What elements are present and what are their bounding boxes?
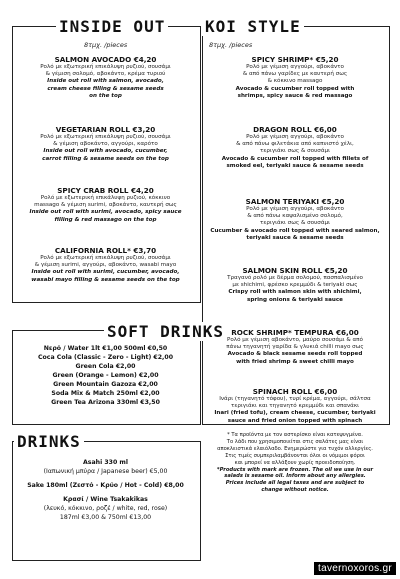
menu-item-title: SPINACH ROLL €6,00 <box>252 387 338 396</box>
inside-out-title: INSIDE OUT <box>56 17 168 36</box>
menu-item-description-en: Inside out roll with surimi, cucumber, avocado, <box>31 269 180 276</box>
note-line: salads is sesame oil. Inform about any allergies. <box>224 473 366 480</box>
notes-block <box>202 432 388 494</box>
drink-line: 187ml €3,00 & 750ml €13,00 <box>59 514 152 521</box>
menu-item-description-gr: τεριγιάκι σως & σουσάμι <box>259 220 330 227</box>
menu-item <box>204 387 386 425</box>
soft-drinks-title: SOFT DRINKS <box>104 322 227 341</box>
drink-line: Sake 180ml (Ζεστό - Κρύο / Hot - Cold) €8,00 <box>27 482 184 489</box>
menu-item-description-en: Crispy roll with salmon skin with shichimi, <box>228 289 362 296</box>
soft-drinks-list <box>14 344 197 407</box>
watermark: tavernoxoros.gr <box>314 562 396 575</box>
drink-line: (λευκό, κόκκινο, ροζέ / white, red, rose) <box>43 505 168 512</box>
menu-item-description-en: Inside out roll with surimi, avocado, spicy sauce <box>29 209 182 216</box>
menu-item <box>14 186 197 224</box>
menu-item-title: DRAGON ROLL €6,00 <box>253 125 337 134</box>
menu-item-description-en: sauce and fried onion topped with spinach <box>227 417 363 424</box>
note-line: Prices include all legal taxes and are subject to <box>225 480 365 487</box>
menu-item-description-en: smoked eel, teriyaki sauce & sesame seeds <box>226 162 364 169</box>
menu-item-description-gr: Ρολό με γέμιση αγγούρι, αβοκάντο <box>246 206 344 212</box>
menu-item-description-en: Inside out roll with salmon, avocado, <box>47 78 164 85</box>
menu-item-description-gr: & από πάνω καψαλισμένο σολομό, <box>247 213 343 220</box>
note-line: *Products with mark are frozen. The oil we use in our <box>216 466 374 473</box>
menu-item <box>204 197 386 242</box>
menu-item-title: ROCK SHRIMP* TEMPURA €6,00 <box>231 328 359 337</box>
menu-item-description-en: teriyaki sauce & sesame seeds <box>246 234 344 241</box>
menu-item <box>204 328 386 366</box>
drink-line: (Ιαπωνική μπύρα / Japanese beer) €5,00 <box>43 468 168 475</box>
menu-item-description-en: Cucumber & avocado roll topped with seared salmon, <box>210 227 380 234</box>
menu-item-description-gr: Ρολό με γέμιση αγγούρι, αβοκάντο <box>246 64 344 70</box>
menu-item-description-en: Avocado & black sesame seeds roll topped <box>227 351 363 358</box>
menu-item <box>204 55 386 100</box>
menu-item-description-gr: & από πάνω φιλετάκια από καπνιστό χέλι, <box>236 141 354 148</box>
soft-drink-line: Green Tea Arizona 330ml €3,50 <box>51 399 160 406</box>
soft-drink-line: Soda Mix & Match 250ml €2,00 <box>51 390 160 397</box>
koi-style-title: KOI STYLE <box>202 17 304 36</box>
menu-item-description-en: on the top <box>89 92 122 99</box>
menu-item-description-gr: massago & γέμιση surimi, αβοκάντο, καυτερή σως <box>34 202 177 209</box>
soft-drink-line: Green Mountain Gazoza €2,00 <box>53 381 158 388</box>
soft-drink-line: Νερό / Water 1lt €1,00 500ml €0,50 <box>43 345 168 352</box>
menu-item-description-gr: Ρολό με εξωτερική επικάλυψη ρυζιού, σουσάμι <box>40 134 171 140</box>
menu-item-description-en: Avocado & cucumber roll topped with fillets of <box>221 155 369 162</box>
menu-item-description-gr: Ινάρι (τηγανητό τόφου), τυρί κρέμα, αγγούρι, σάλτσα <box>219 396 371 402</box>
menu-item-description-gr: Ρολό με γέμιση αγγούρι, αβοκάντο <box>246 134 344 140</box>
menu-item-title: SALMON TERIYAKI €5,20 <box>245 197 345 206</box>
menu-item <box>14 55 197 100</box>
inside-out-subtitle: 8τμχ. /pieces <box>84 41 128 49</box>
menu-item-title: SPICY SHRIMP* €5,20 <box>251 55 339 64</box>
soft-drink-line: Green (Orange - Lemon) €2,00 <box>52 372 159 379</box>
menu-item-description-gr: & γέμιση αβοκάντο, αγγούρι, καρότο <box>53 141 158 148</box>
menu-item <box>204 266 386 304</box>
menu-item-description-gr: Ρολό με εξωτερική επικάλυψη ρυζιού, σουσάμι <box>40 255 171 261</box>
menu-item-description-en: Inside out roll with avocado, cucumber, <box>43 148 168 155</box>
menu-item <box>204 125 386 170</box>
menu-item <box>14 246 197 284</box>
note-line: Στις τιμές συμπεριλαμβάνονται όλοι οι νόμιμοι φόροι <box>225 452 365 459</box>
note-line: * Τα προϊόντα με τον αστερίσκο είναι κατεψυγμένα. <box>227 432 363 438</box>
soft-drink-line: Green Cola €2,00 <box>75 363 136 370</box>
menu-item-description-gr: Ρολό με εξωτερική επικάλυψη ρυζιού, κόκκινο <box>40 195 171 201</box>
menu-item-description-gr: Τραγανό ρολό με δέρμα σολομού, πασπαλισμένο <box>227 275 363 281</box>
menu-item-description-en: cream cheese filling & sesame seeds <box>47 85 164 92</box>
note-line: change without notice. <box>261 487 329 494</box>
menu-item-description-gr: τεριγιάκι και τηγανητό κρεμμύδι και σπανάκι <box>230 403 360 410</box>
note-line: Το λάδι που χρησιμοποιείται στις σαλάτες μας είναι <box>226 438 364 445</box>
note-line: και μπορεί να αλλάξουν χωρίς προειδοποίηση. <box>234 459 356 466</box>
menu-item-description-en: carrot filling & sesame seeds on the top <box>42 155 169 162</box>
menu-item-description-gr: & γέμιση σολομό, αβοκάντο, κρέμα τυριού <box>45 71 166 78</box>
drinks-list <box>14 458 197 522</box>
menu-item-title: SALMON AVOCADO €4,20 <box>54 55 157 64</box>
drink-line: Κρασί / Wine Tsakakikas <box>63 496 148 503</box>
menu-item-title: SPICY CRAB ROLL €4,20 <box>57 186 154 195</box>
menu-item-title: CALIFORNIA ROLL* €3,70 <box>54 246 157 255</box>
menu-item-description-en: with fried shrimp & sweet chilli mayo <box>236 358 354 365</box>
menu-item-description-gr: & κόκκινο massago <box>267 78 323 85</box>
soft-drink-line: Coca Cola (Classic - Zero - Light) €2,00 <box>38 354 173 361</box>
menu-item <box>14 125 197 163</box>
menu-item-description-en: shrimps, spicy sauce & red massago <box>237 92 353 99</box>
note-line: αποκλειστικά ελαιόλαδο. Ενημερώστε για τυχόν αλλεργίες. <box>217 445 373 452</box>
menu-item-description-en: spring onions & teriyaki sauce <box>247 296 343 303</box>
drinks-title: DRINKS <box>14 432 84 451</box>
menu-item-description-en: Avocado & cucumber roll topped with <box>235 85 355 92</box>
menu-item-description-gr: με shichimi, φρέσκο κρεμμύδι & teriyaki σως <box>232 282 358 289</box>
menu-item-description-en: wasabi mayo filling & sesame seeds on the top <box>31 276 180 283</box>
menu-item-description-gr: & γέμιση surimi, αγγούρι, αβοκάντο, wasabi mayo <box>34 262 177 269</box>
drink-line: Asahi 330 ml <box>83 459 128 466</box>
menu-item-title: VEGETARIAN ROLL €3,20 <box>55 125 156 134</box>
menu-item-description-gr: Ρολό με γέμιση αβοκάντο, μαύρο σουσάμι & από <box>227 337 363 343</box>
menu-item-description-gr: Ρολό με εξωτερική επικάλυψη ρυζιού, σουσάμι <box>40 64 171 70</box>
menu-item-description-gr: πάνω τηγανητή γαρίδα & γλυκιά chilli mayo σως <box>226 344 364 351</box>
menu-item-description-gr: τεριγιάκι σως & σουσάμι <box>259 148 330 155</box>
menu-item-description-en: Inari (fried tofu), cream cheese, cucumber, teriyaki <box>214 410 376 417</box>
menu-item-title: SALMON SKIN ROLL €5,20 <box>242 266 348 275</box>
menu-item-description-en: filling & red massago on the top <box>54 216 157 223</box>
koi-style-subtitle: 8τμχ. /pieces <box>209 41 253 49</box>
menu-item-description-gr: & από πάνω γαρίδες με καυτερή σως <box>242 71 348 78</box>
